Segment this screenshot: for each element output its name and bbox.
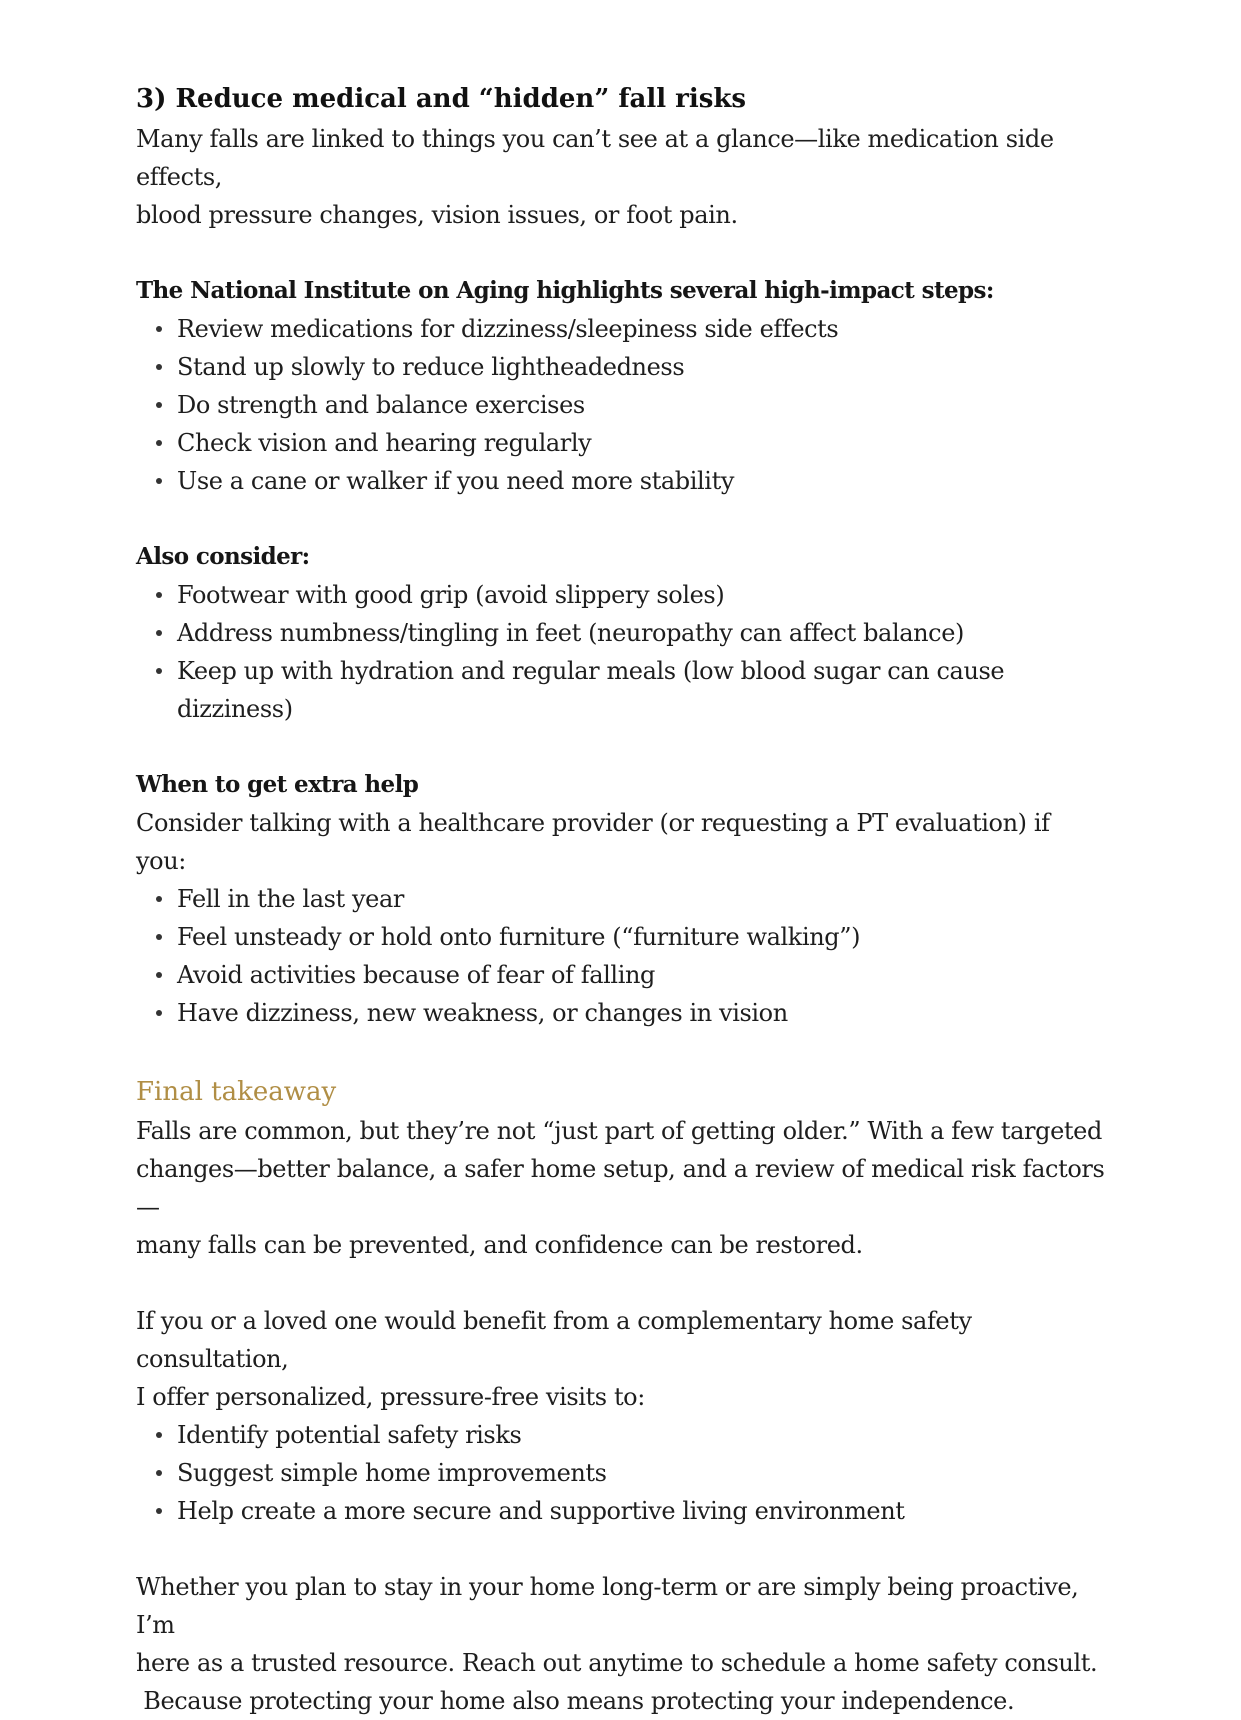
bullet-icon xyxy=(156,1432,162,1438)
bullet-icon xyxy=(156,326,162,332)
bullet-icon xyxy=(156,1470,162,1476)
extra-help-list xyxy=(136,880,1106,1032)
list-item: Do strength and balance exercises xyxy=(152,386,1106,424)
bullet-icon xyxy=(156,896,162,902)
list-item: Help create a more secure and supportive living environment xyxy=(152,1492,1106,1530)
also-lead: Also consider: xyxy=(136,543,310,570)
bullet-icon xyxy=(156,668,162,674)
list-item: Fell in the last year xyxy=(152,880,1106,918)
bullet-icon xyxy=(156,592,162,598)
closing-line-3: Because protecting your home also means protecting your independence. xyxy=(136,1687,1015,1715)
list-item: Identify potential safety risks xyxy=(152,1416,1106,1454)
list-item: Use a cane or walker if you need more stability xyxy=(152,462,1106,500)
list-item: Have dizziness, new weakness, or changes in vision xyxy=(152,994,1106,1032)
bullet-icon xyxy=(156,934,162,940)
bullet-icon xyxy=(156,440,162,446)
closing-line-2: here as a trusted resource. Reach out anytime to schedule a home safety consult. xyxy=(136,1649,1098,1677)
consult-list xyxy=(136,1416,1106,1530)
bullet-icon xyxy=(156,1508,162,1514)
takeaway-line-2: changes—better balance, a safer home setup, and a review of medical risk factors— xyxy=(136,1155,1105,1221)
bullet-icon xyxy=(156,402,162,408)
intro-line-1: Many falls are linked to things you can’t see at a glance—like medication side effects, xyxy=(136,125,1054,191)
list-item: Feel unsteady or hold onto furniture (“furniture walking”) xyxy=(152,918,1106,956)
bullet-icon xyxy=(156,1010,162,1016)
consult-line-2: I offer personalized, pressure-free visits to: xyxy=(136,1383,645,1411)
bullet-icon xyxy=(156,630,162,636)
nia-lead: The National Institute on Aging highlights several high-impact steps: xyxy=(136,277,994,304)
list-item: Check vision and hearing regularly xyxy=(152,424,1106,462)
list-item: Address numbness/tingling in feet (neuropathy can affect balance) xyxy=(152,614,1106,652)
list-item: Keep up with hydration and regular meals (low blood sugar can cause dizziness) xyxy=(152,652,1106,728)
list-item: Footwear with good grip (avoid slippery soles) xyxy=(152,576,1106,614)
document-page xyxy=(136,78,1106,1720)
extra-help-heading: When to get extra help xyxy=(136,771,419,798)
takeaway-line-3: many falls can be prevented, and confidence can be restored. xyxy=(136,1231,863,1259)
list-item: Stand up slowly to reduce lightheadedness xyxy=(152,348,1106,386)
takeaway-line-1: Falls are common, but they’re not “just part of getting older.” With a few targeted xyxy=(136,1117,1102,1145)
bullet-icon xyxy=(156,478,162,484)
nia-list xyxy=(136,310,1106,500)
list-item: Review medications for dizziness/sleepiness side effects xyxy=(152,310,1106,348)
intro-line-2: blood pressure changes, vision issues, or foot pain. xyxy=(136,201,738,229)
bullet-icon xyxy=(156,364,162,370)
extra-help-lead: Consider talking with a healthcare provider (or requesting a PT evaluation) if you: xyxy=(136,809,1050,875)
closing-line-1: Whether you plan to stay in your home long-term or are simply being proactive, I’m xyxy=(136,1573,1079,1639)
takeaway-heading: Final takeaway xyxy=(136,1077,337,1107)
consult-line-1: If you or a loved one would benefit from a complementary home safety consultation, xyxy=(136,1307,972,1373)
bullet-icon xyxy=(156,972,162,978)
also-list xyxy=(136,576,1106,728)
list-item: Suggest simple home improvements xyxy=(152,1454,1106,1492)
list-item: Avoid activities because of fear of falling xyxy=(152,956,1106,994)
section-heading: 3) Reduce medical and “hidden” fall risks xyxy=(136,84,747,114)
